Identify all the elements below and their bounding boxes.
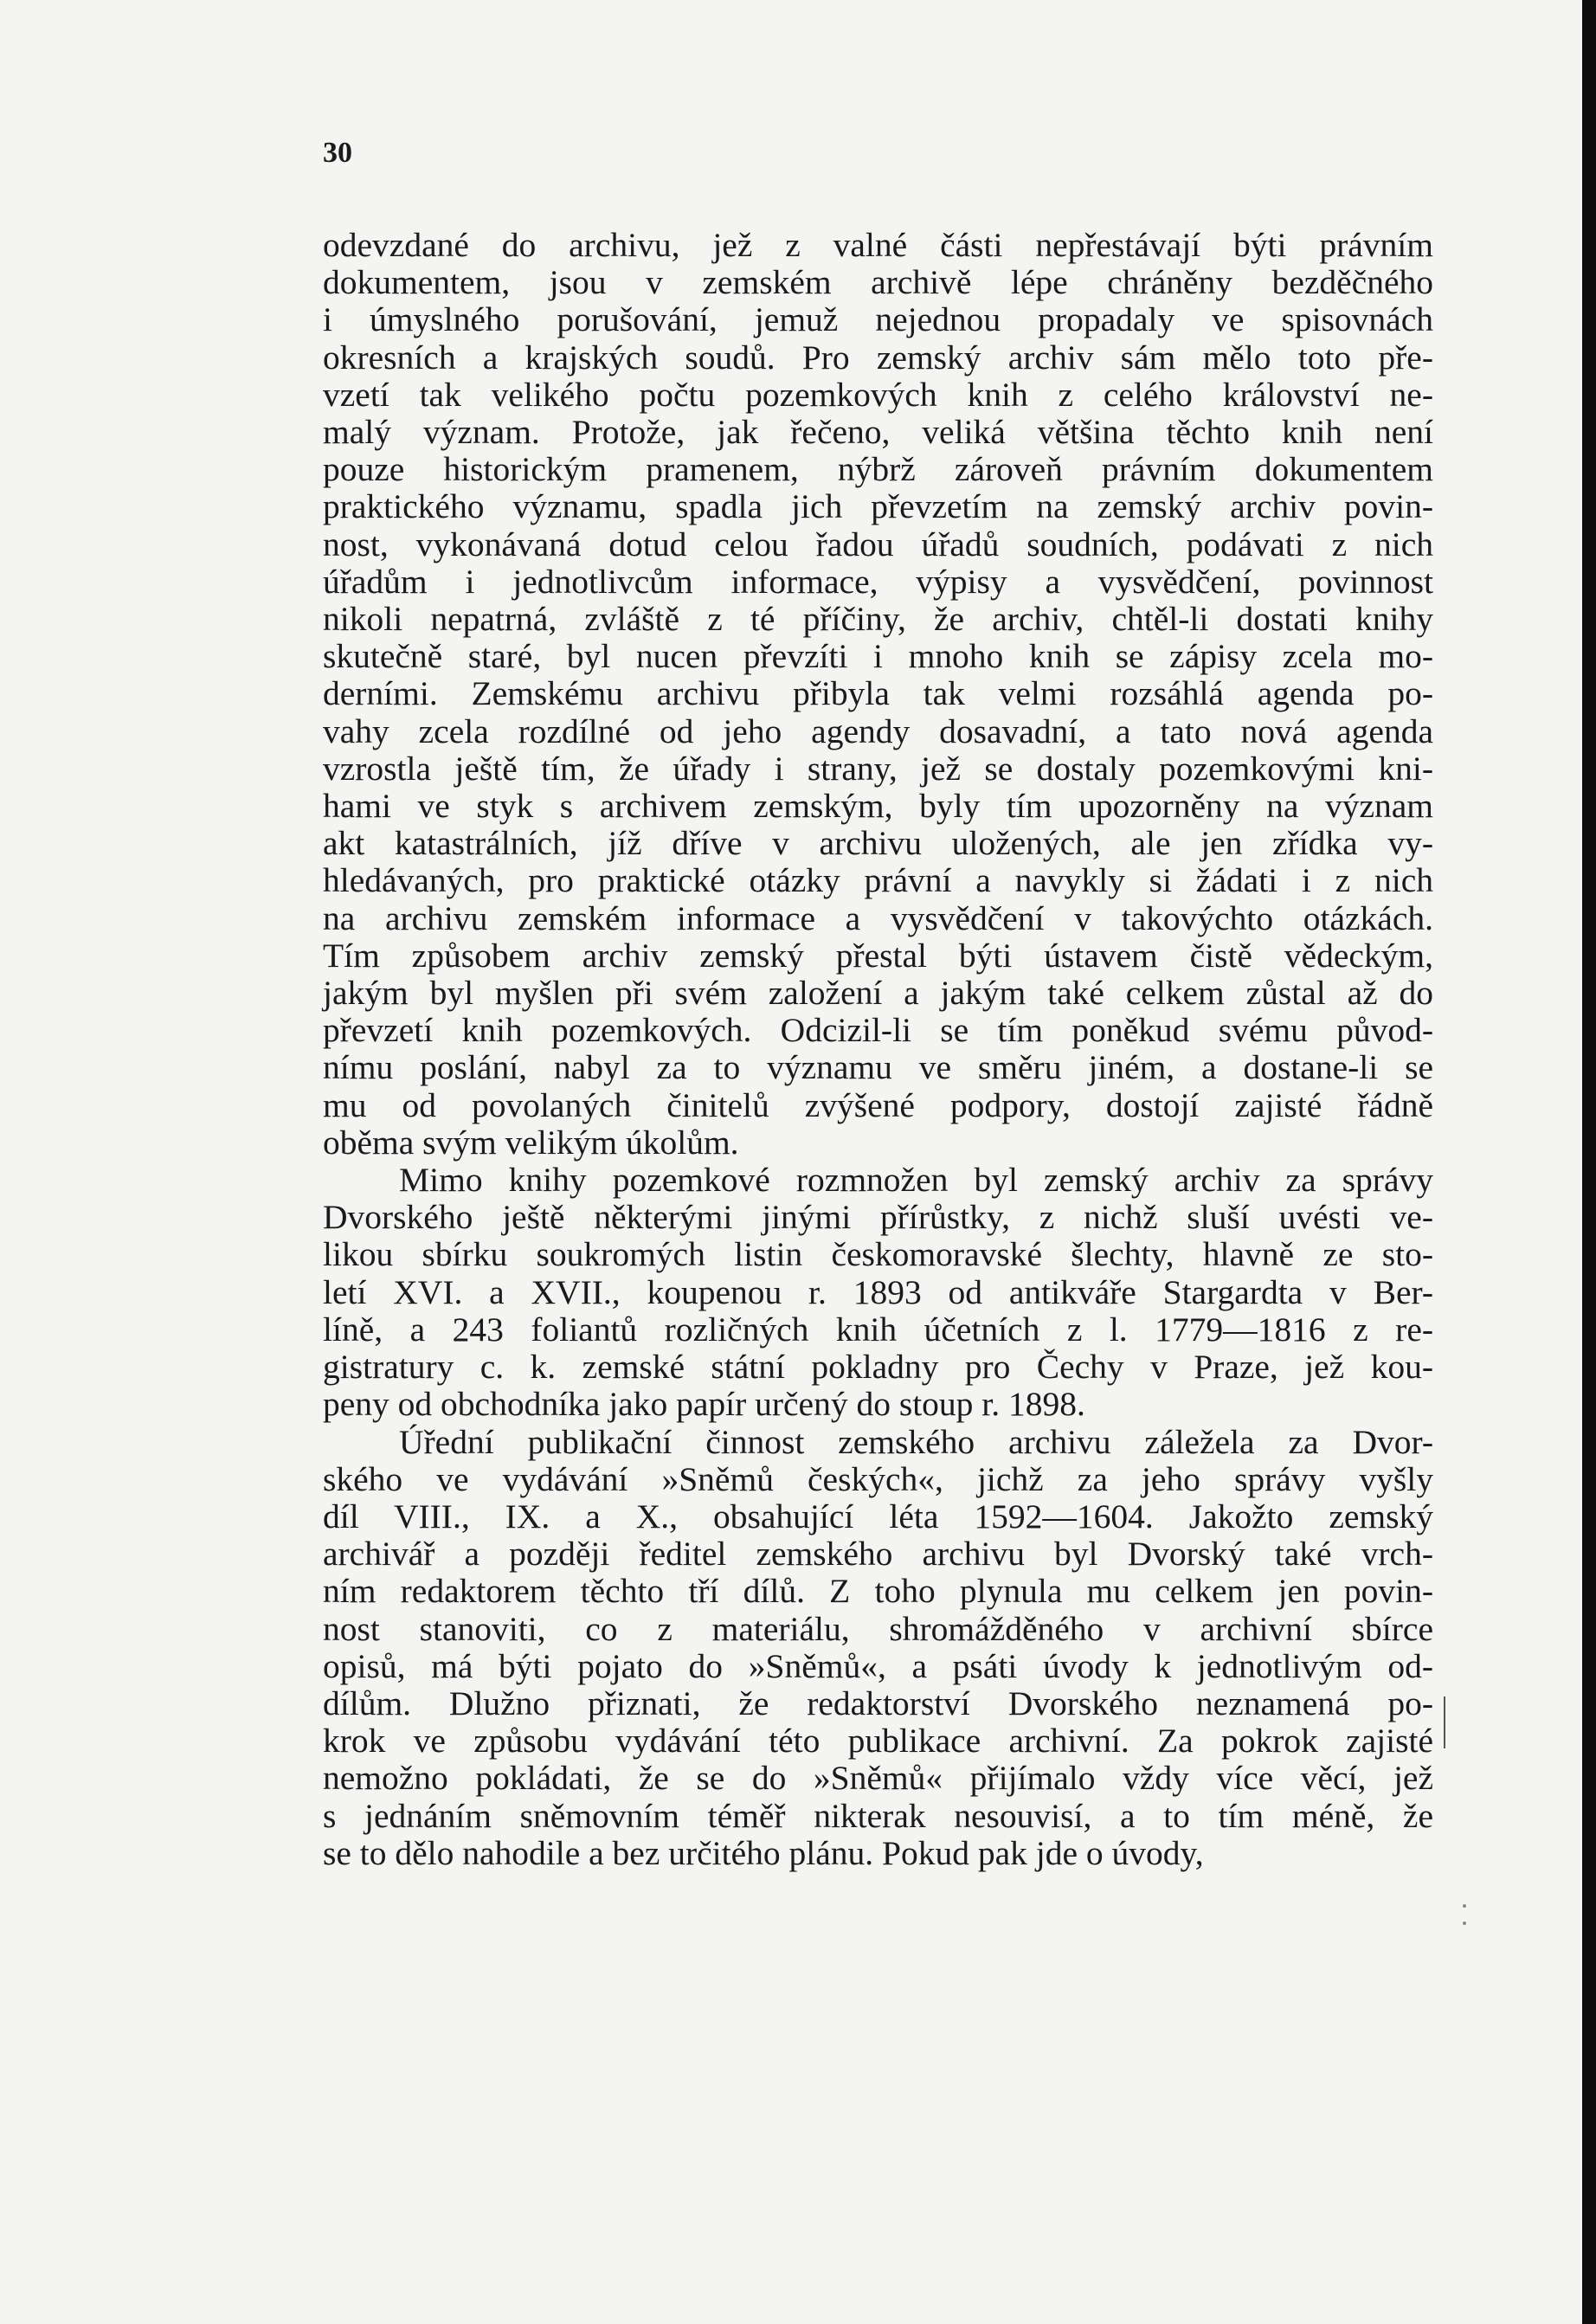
- margin-mark: [1444, 1696, 1445, 1748]
- text-line: ním redaktorem těchto tří dílů. Z toho plynula mu celkem jen povin-: [323, 1572, 1433, 1611]
- text-line: likou sbírku soukromých listin českomoravské šlechty, hlavně ze sto-: [323, 1235, 1433, 1274]
- text-line: skutečně staré, byl nucen převzíti i mnoho knih se zápisy zcela mo-: [323, 637, 1433, 676]
- text-line: jakým byl myšlen při svém založení a jakým také celkem zůstal až do: [323, 974, 1433, 1013]
- paragraph: [323, 227, 1433, 1162]
- text-line: dokumentem, jsou v zemském archivě lépe chráněny bezděčného: [323, 263, 1433, 302]
- text-line: oběma svým velikým úkolům.: [323, 1123, 739, 1162]
- text-line: malý význam. Protože, jak řečeno, veliká většina těchto knih není: [323, 413, 1433, 452]
- text-line: úřadům i jednotlivcům informace, výpisy a vysvědčení, povinnost: [323, 562, 1433, 601]
- text-line: letí XVI. a XVII., koupenou r. 1893 od antikváře Stargardta v Ber-: [323, 1272, 1433, 1311]
- text-line: líně, a 243 foliantů rozličných knih účetních z l. 1779—1816 z re-: [323, 1310, 1433, 1349]
- text-line: na archivu zemském informace a vysvědčení v takovýchto otázkách.: [323, 898, 1433, 937]
- text-line: odevzdané do archivu, jež z valné části nepřestávají býti právním: [323, 226, 1433, 264]
- text-line: pouze historickým pramenem, nýbrž zároveň právním dokumentem: [323, 450, 1433, 489]
- text-line: Mimo knihy pozemkové rozmnožen byl zemský archiv za správy: [399, 1161, 1433, 1200]
- text-line: dílům. Dlužno přiznati, že redaktorství Dvorského neznamená po-: [323, 1683, 1433, 1722]
- text-line: praktického významu, spadla jich převzetím na zemský archiv povin-: [323, 487, 1433, 526]
- text-line: vahy zcela rozdílné od jeho agendy dosavadní, a tato nová agenda: [323, 711, 1433, 750]
- text-line: mu od povolaných činitelů zvýšené podpory, dostojí zajisté řádně: [323, 1085, 1433, 1124]
- text-line: derními. Zemskému archivu přibyla tak velmi rozsáhlá agenda po-: [323, 674, 1433, 713]
- body-text: [323, 227, 1433, 1872]
- text-line: akt katastrálních, jíž dříve v archivu uložených, ale jen zřídka vy-: [323, 824, 1433, 863]
- text-line: Tím způsobem archiv zemský přestal býti ústavem čistě vědeckým,: [323, 936, 1433, 975]
- text-line: vzrostla ještě tím, že úřady i strany, jež se dostaly pozemkovými kni-: [323, 749, 1433, 788]
- text-line: hami ve styk s archivem zemským, byly tím upozorněny na význam: [323, 787, 1433, 826]
- text-line: díl VIII., IX. a X., obsahující léta 1592—1604. Jakožto zemský: [323, 1497, 1433, 1535]
- text-line: krok ve způsobu vydávání této publikace archivní. Za pokrok zajisté: [323, 1722, 1433, 1761]
- margin-dot: [1463, 1922, 1466, 1925]
- text-line: hledávaných, pro praktické otázky právní a navykly si žádati i z nich: [323, 861, 1433, 900]
- text-line: převzetí knih pozemkových. Odcizil-li se tím poněkud svému původ-: [323, 1011, 1433, 1050]
- margin-dot: [1463, 1904, 1466, 1908]
- text-line: Dvorského ještě některými jinými přírůstky, z nichž sluší uvésti ve-: [323, 1198, 1433, 1237]
- text-line: nímu poslání, nabyl za to významu ve směru jiném, a dostane-li se: [323, 1048, 1433, 1087]
- text-line: okresních a krajských soudů. Pro zemský archiv sám mělo toto pře-: [323, 338, 1433, 377]
- paragraph: [323, 1424, 1433, 1872]
- text-line: peny od obchodníka jako papír určený do stoup r. 1898.: [323, 1385, 1085, 1424]
- text-line: nemožno pokládati, že se do »Sněmů« přijímalo vždy více věcí, jež: [323, 1759, 1433, 1798]
- text-line: ského ve vydávání »Sněmů českých«, jichž za jeho správy vyšly: [323, 1459, 1433, 1498]
- page-number: 30: [323, 137, 352, 169]
- text-line: i úmyslného porušování, jemuž nejednou propadaly ve spisovnách: [323, 300, 1433, 339]
- text-line: s jednáním sněmovním téměř nikterak nesouvisí, a to tím méně, že: [323, 1796, 1433, 1835]
- text-line: vzetí tak velikého počtu pozemkových knih z celého království ne-: [323, 375, 1433, 414]
- text-line: gistratury c. k. zemské státní pokladny pro Čechy v Praze, jež kou-: [323, 1348, 1433, 1387]
- text-line: nost stanoviti, co z materiálu, shromážděného v archivní sbírce: [323, 1609, 1433, 1648]
- text-line: archivář a později ředitel zemského archivu byl Dvorský také vrch-: [323, 1535, 1433, 1574]
- text-line: nost, vykonávaná dotud celou řadou úřadů soudních, podávati z nich: [323, 525, 1433, 563]
- text-line: opisů, má býti pojato do »Sněmů«, a psáti úvody k jednotlivým od-: [323, 1646, 1433, 1685]
- text-line: se to dělo nahodile a bez určitého plánu. Pokud pak jde o úvody,: [323, 1833, 1204, 1872]
- paragraph: [323, 1162, 1433, 1423]
- text-line: nikoli nepatrná, zvláště z té příčiny, že archiv, chtěl-li dostati knihy: [323, 600, 1433, 639]
- text-line: Úřední publikační činnost zemského archivu záležela za Dvor-: [399, 1422, 1433, 1461]
